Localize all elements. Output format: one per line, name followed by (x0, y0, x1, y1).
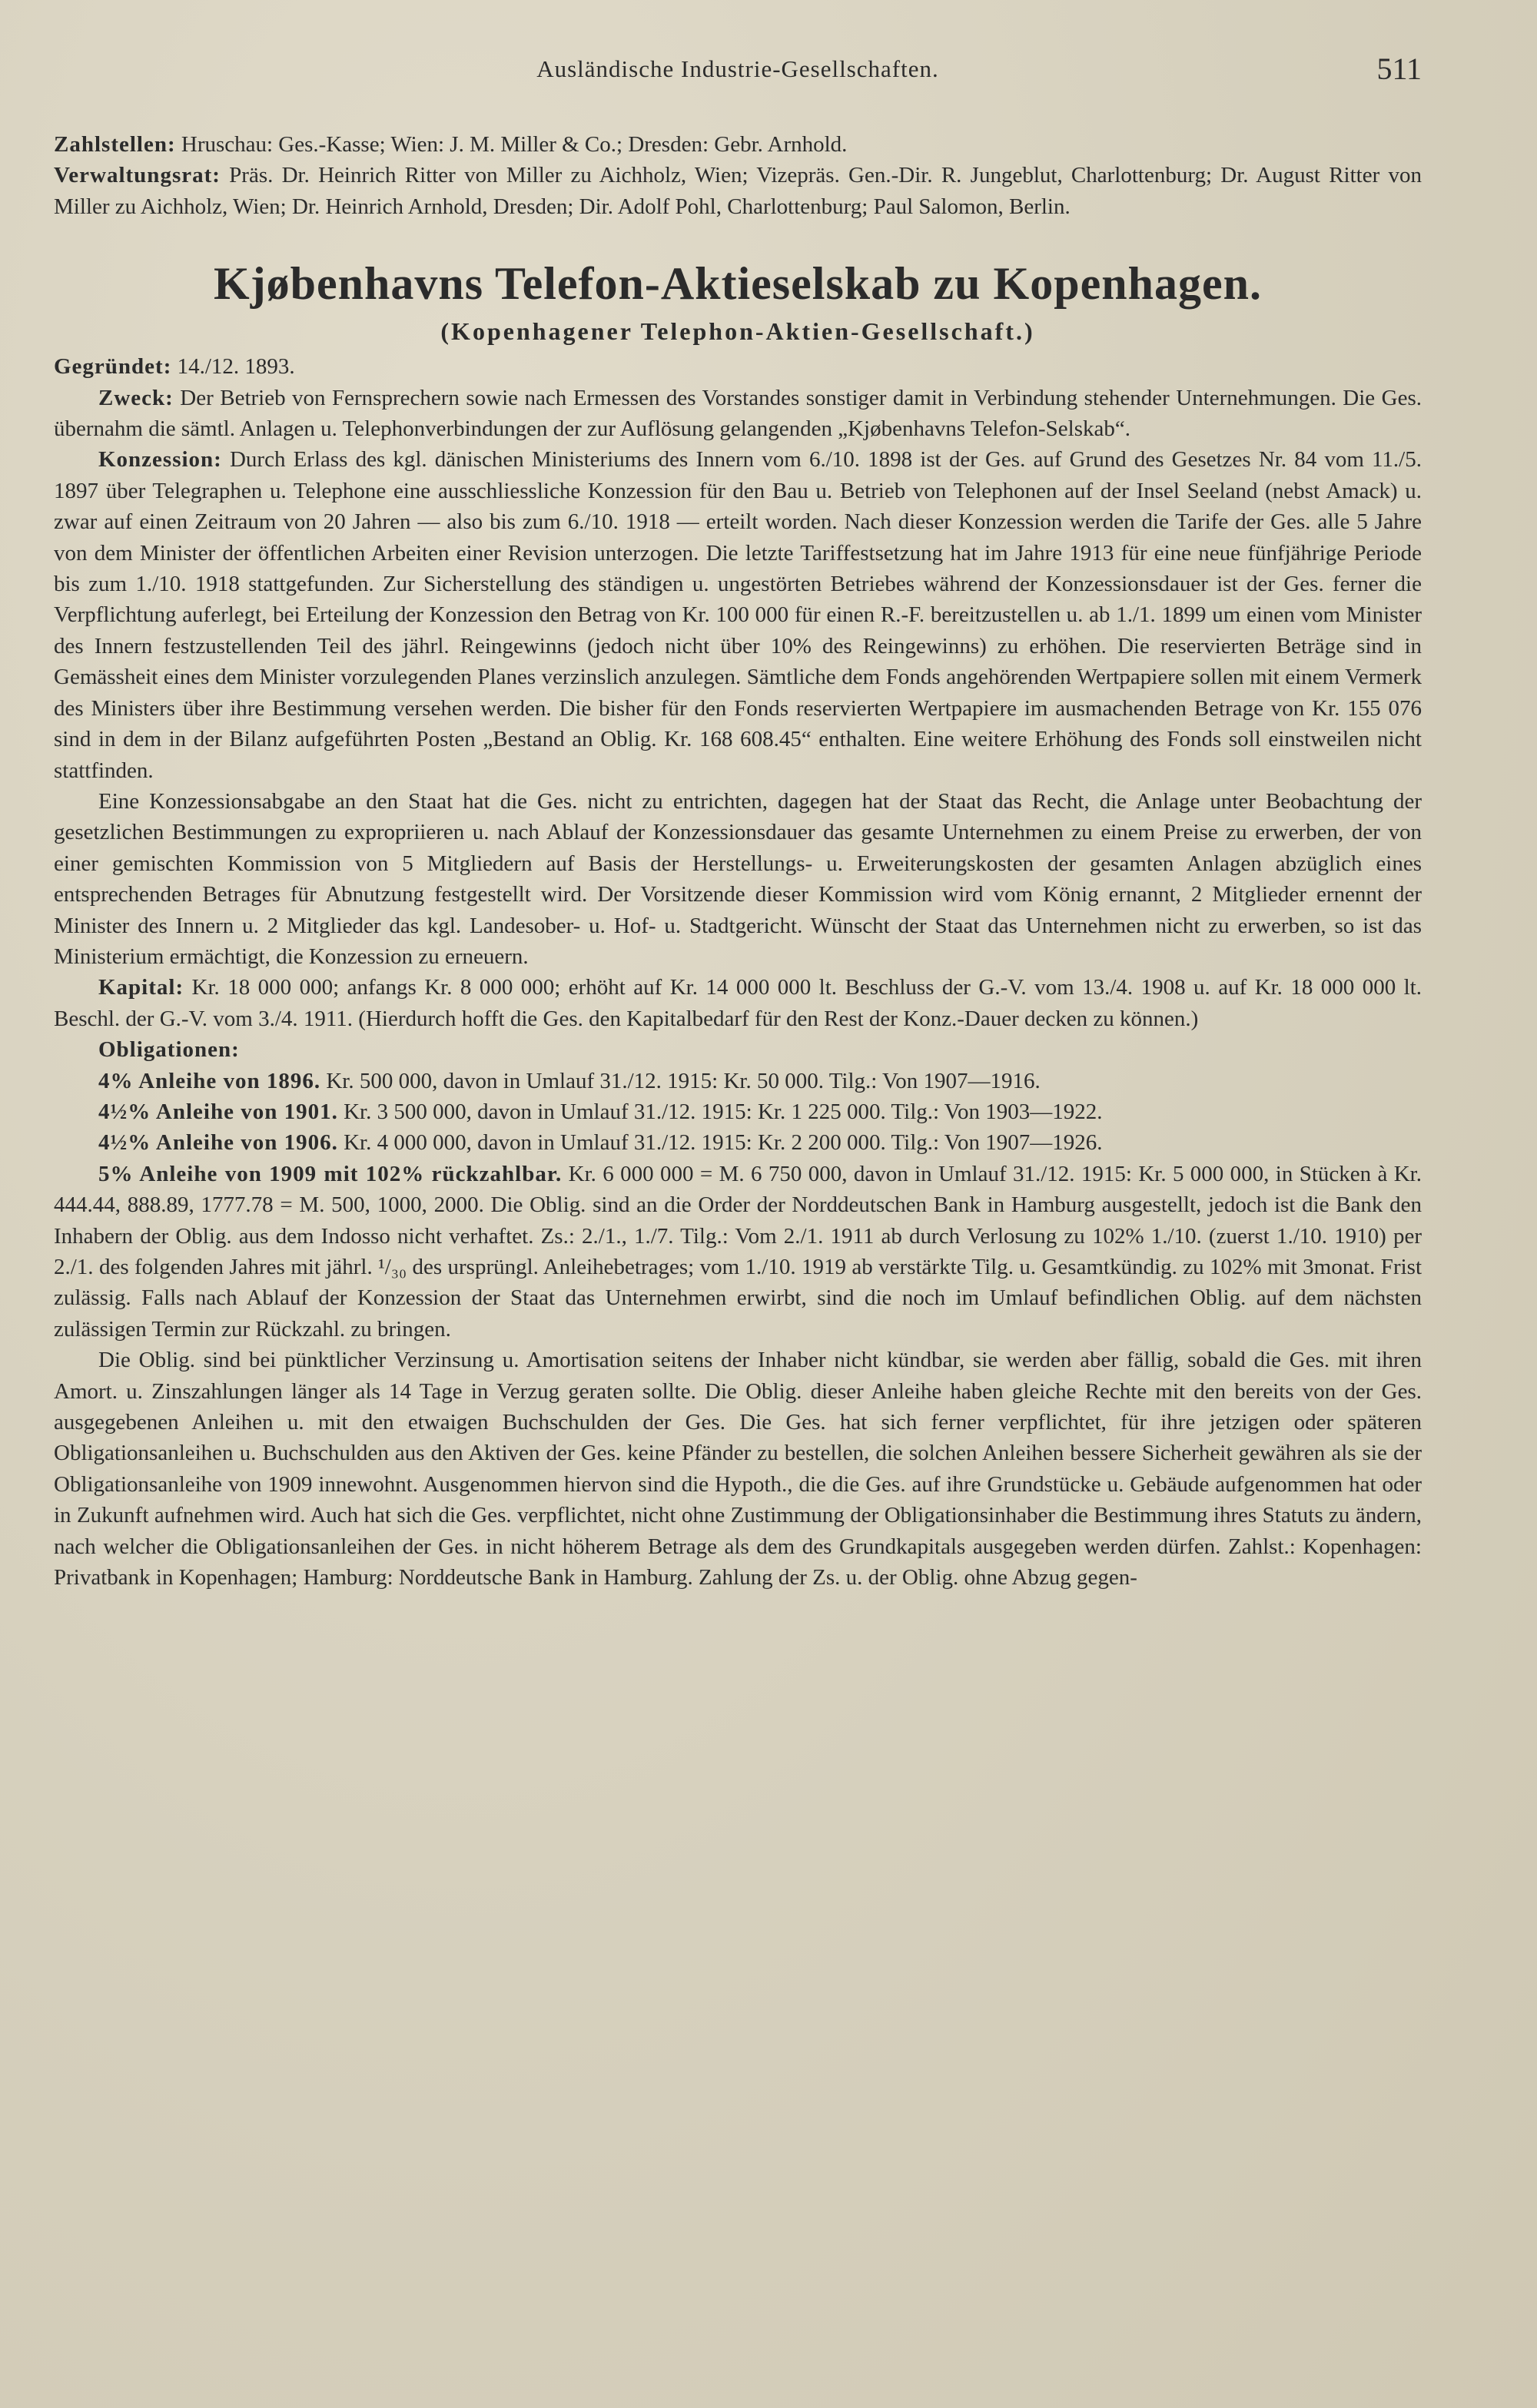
kapital-text: Kr. 18 000 000; anfangs Kr. 8 000 000; erhöht auf Kr. 14 000 000 lt. Beschluss der G.-V. vom 13./4. 1908 u. auf Kr. 18 000 000 lt. Beschl. der G.-V. vom 3./4. 1911. (Hierdurch hofft die Ges. den Kapitalbedarf für den Rest der Konz.-Dauer decken zu können.) (54, 975, 1422, 1031)
verwaltungsrat-label: Verwaltungsrat: (54, 163, 221, 188)
zweck-text: Der Betrieb von Fernsprechern sowie nach Ermessen des Vorstandes sonstiger damit in Verbindung stehender Unternehmungen. Die Ges. übernahm die sämtl. Anlagen u. Telephonverbindungen der zur Auflösung gelangenden „Kjøbenhavns Telefon-Selskab“. (54, 385, 1422, 442)
anleihe-1896-label: 4% Anleihe von 1896. (98, 1068, 321, 1093)
konzession-paragraph (54, 444, 1422, 785)
gegruendet-paragraph (54, 351, 1422, 382)
company-entry (54, 351, 1422, 1593)
zahlstellen-text: Hruschau: Ges.-Kasse; Wien: J. M. Miller & Co.; Dresden: Gebr. Arnhold. (175, 132, 848, 157)
anleihe-1906-text: Kr. 4 000 000, davon in Umlauf 31./12. 1915: Kr. 2 200 000. Tilg.: Von 1907—1926. (337, 1130, 1103, 1156)
page-number: 511 (1376, 51, 1422, 86)
running-head: Ausländische Industrie-Gesellschaften. (536, 55, 939, 82)
konzession-text: Durch Erlass des kgl. dänischen Ministeriums des Innern vom 6./10. 1898 ist der Ges. auf Grund des Gesetzes Nr. 84 vom 11./5. 1897 über Telegraphen u. Telephone eine ausschliessliche Konzession für den Bau u. Betrieb von Telephonen auf der Insel Seeland (nebst Amack) u. zwar auf einen Zeitraum von 20 Jahren — also bis zum 6./10. 1918 — erteilt worden. Nach dieser Konzession werden die Tarife der Ges. alle 5 Jahre von dem Minister der öffentlichen Arbeiten einer Revision unterzogen. Die letzte Tariffestsetzung hat im Jahre 1913 für eine neue fünfjährige Periode bis zum 1./10. 1918 stattgefunden. Zur Sicherstellung des ständigen u. ungestörten Betriebes während der Konzessionsdauer ist der Ges. ferner die Verpflichtung auferlegt, bei Erteilung der Konzession den Betrag von Kr. 100 000 für einen R.-F. bereitzustellen u. ab 1./1. 1899 um einen vom Minister des Innern festzustellenden Teil des jährl. Reingewinns (jedoch nicht über 10% des Reingewinns) zu erhöhen. Die reservierten Beträge sind in Gemässheit eines dem Minister vorzulegenden Planes verzinslich anzulegen. Sämtliche dem Fonds angehörenden Wertpapiere sollen mit einem Vermerk des Ministers über ihre Bestimmung versehen werden. Die bisher für den Fonds reservierten Wertpapiere im ausmachenden Betrage von Kr. 155 076 sind in dem in der Bilanz aufgeführten Posten „Bestand an Oblig. Kr. 168 608.45“ enthalten. Eine weitere Erhöhung des Fonds soll einstweilen nicht stattfinden. (54, 447, 1422, 783)
anleihe-1906-label: 4½% Anleihe von 1906. (98, 1130, 338, 1156)
zweck-label: Zweck: (98, 385, 174, 410)
anleihe-1909-label: 5% Anleihe von 1909 mit 102% rückzahlbar. (98, 1161, 563, 1186)
anleihe-1901-label: 4½% Anleihe von 1901. (98, 1099, 338, 1124)
page-header (54, 51, 1422, 91)
company-subtitle: (Kopenhagener Telephon-Aktien-Gesellschaft.) (440, 317, 1035, 346)
zahlstellen-label: Zahlstellen: (54, 132, 176, 157)
anleihe-1896-text: Kr. 500 000, davon in Umlauf 31./12. 1915: Kr. 50 000. Tilg.: Von 1907—1916. (320, 1068, 1041, 1093)
company-title: Kjøbenhavns Telefon-Aktieselskab zu Kopenhagen. (214, 258, 1262, 310)
oblig-conditions-paragraph: Die Oblig. sind bei pünktlicher Verzinsung u. Amortisation seitens der Inhaber nicht kündbar, sie werden aber fällig, sobald die Ges. mit ihren Amort. u. Zinszahlungen länger als 14 Tage in Verzug geraten sollte. Die Oblig. dieser Anleihe haben gleiche Rechte mit den bereits von der Ges. ausgegebenen Anleihen u. mit den etwaigen Buchschulden der Ges. Die Ges. hat sich ferner verpflichtet, für ihre jetzigen oder späteren Obligationsanleihen u. Buchschulden aus den Aktiven der Ges. keine Pfänder zu bestellen, die solchen Anleihen bessere Sicherheit gewähren als sie der Obligationsanleihe von 1909 innewohnt. Ausgenommen hiervon sind die Hypoth., die die Ges. auf ihre Grundstücke u. Gebäude aufgenommen hat oder in Zukunft aufnehmen wird. Auch hat sich die Ges. verpflichtet, nicht ohne Zustimmung der Obligationsinhaber die Bestimmung ihres Statuts zu ändern, nach welcher die Obligationsanleihen der Ges. in nicht höherem Betrage als dem des Grundkapitals ausgegeben werden dürfen. Zahlst.: Kopenhagen: Privatbank in Kopenhagen; Hamburg: Norddeutsche Bank in Hamburg. Zahlung der Zs. u. der Oblig. ohne Abzug gegen- (54, 1348, 1422, 1590)
kapital-label: Kapital: (98, 975, 184, 1000)
anleihe-1909-paragraph (54, 1159, 1422, 1345)
anleihe-1896-paragraph (54, 1066, 1422, 1096)
obligationen-heading (54, 1034, 1422, 1065)
anleihe-1909-text: Kr. 6 000 000 = M. 6 750 000, davon in Umlauf 31./12. 1915: Kr. 5 000 000, in Stücken à Kr. 444.44, 888.89, 1777.78 = M. 500, 1000, 2000. Die Oblig. sind an die Order der Norddeutschen Bank in Hamburg ausgestellt, jedoch ist die Bank den Inhabern der Oblig. aus dem Indosso nicht verhaftet. Zs.: 2./1., 1./7. Tilg.: Vom 2./1. 1911 ab durch Verlosung zu 102% 1./10. (zuerst 1./10. 1910) per 2./1. des folgenden Jahres mit jährl. ¹/₃₀ des ursprüngl. Anleihebetrages; vom 1./10. 1919 ab verstärkte Tilg. u. Gesamtkündig. zu 102% mit 3monat. Frist zulässig. Falls nach Ablauf der Konzession der Staat das Unternehmen erwirbt, sind die noch im Umlauf befindlichen Oblig. auf dem nächsten zulässigen Termin zur Rückzahl. zu bringen. (54, 1161, 1422, 1342)
verwaltungsrat-paragraph (54, 160, 1422, 222)
obligationen-label: Obligationen: (98, 1037, 240, 1063)
anleihe-1901-text: Kr. 3 500 000, davon in Umlauf 31./12. 1915: Kr. 1 225 000. Tilg.: Von 1903—1922. (337, 1099, 1103, 1124)
previous-entry-tail (54, 129, 1422, 222)
zahlstellen-paragraph (54, 129, 1422, 160)
anleihe-1901-paragraph (54, 1096, 1422, 1127)
konzessionsabgabe-paragraph: Eine Konzessionsabgabe an den Staat hat die Ges. nicht zu entrichten, dagegen hat der Staat das Recht, die Anlage unter Beobachtung der gesetzlichen Bestimmungen zu expropriieren u. nach Ablauf der Konzessionsdauer das gesamte Unternehmen zu einem Preise zu erwerben, der von einer gemischten Kommission von 5 Mitgliedern auf Basis der Herstellungs- u. Erweiterungskosten der gesamten Anlagen abzüglich eines entsprechenden Betrages für Abnutzung festgestellt wird. Der Vorsitzende dieser Kommission wird vom König ernannt, 2 Mitglieder ernennt der Minister des Innern u. 2 Mitglieder das kgl. Landesober- u. Hof- u. Stadtgericht. Wünscht der Staat das Unternehmen nicht zu erwerben, so ist das Ministerium ermächtigt, die Konzession zu erneuern. (54, 788, 1422, 969)
kapital-paragraph (54, 972, 1422, 1034)
gegruendet-text: 14./12. 1893. (171, 354, 295, 380)
zweck-paragraph (54, 383, 1422, 445)
anleihe-1906-paragraph (54, 1127, 1422, 1158)
konzession-label: Konzession: (98, 447, 222, 473)
verwaltungsrat-text: Präs. Dr. Heinrich Ritter von Miller zu Aichholz, Wien; Vizepräs. Gen.-Dir. R. Jungeblut, Charlottenburg; Dr. August Ritter von Miller zu Aichholz, Wien; Dr. Heinrich Arnhold, Dresden; Dir. Adolf Pohl, Charlottenburg; Paul Salomon, Berlin. (54, 163, 1422, 219)
gegruendet-label: Gegründet: (54, 354, 172, 380)
